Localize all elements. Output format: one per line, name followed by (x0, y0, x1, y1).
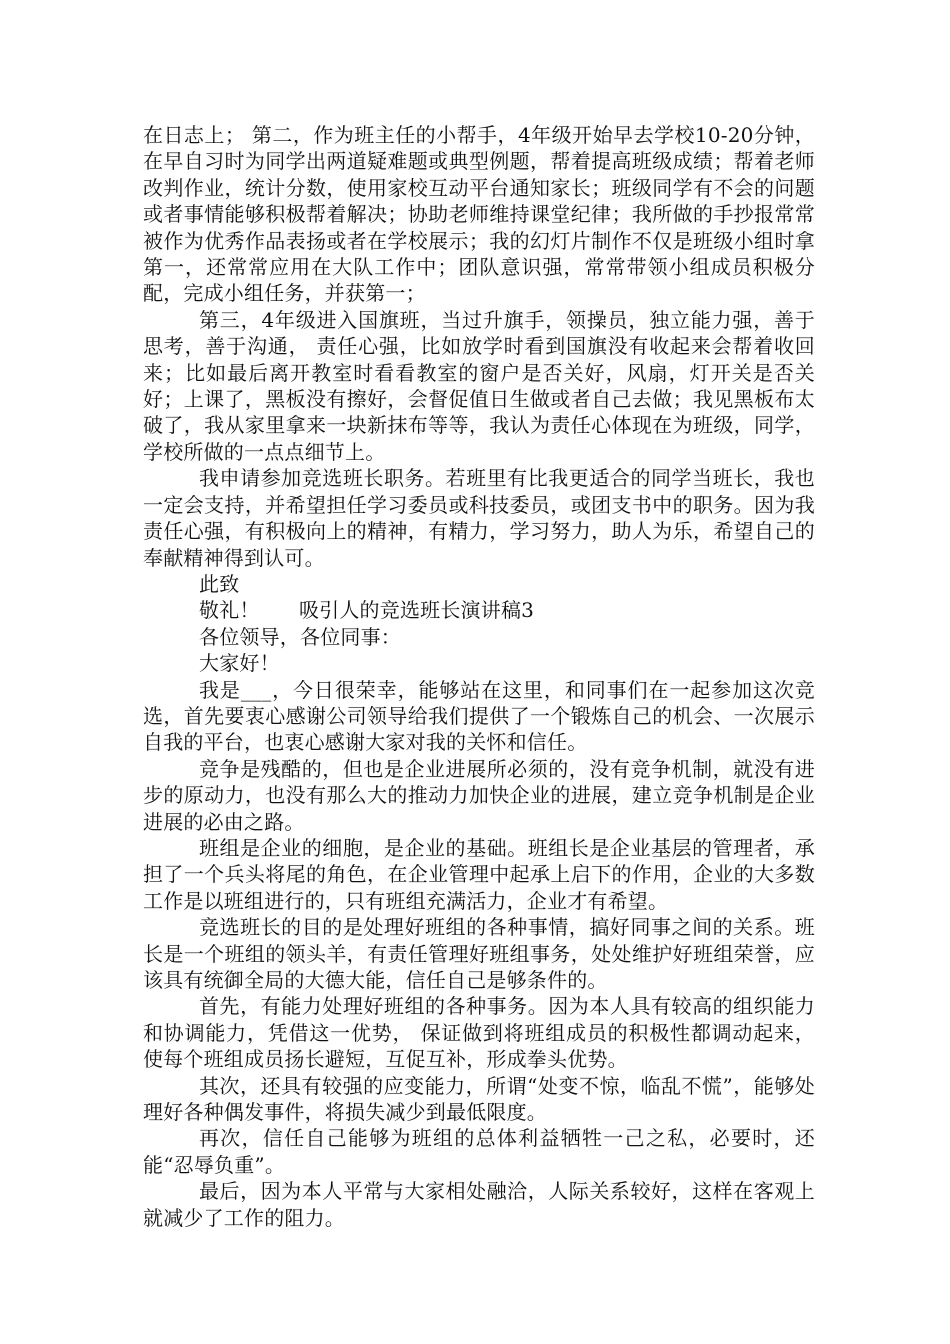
paragraph-3: 我申请参加竞选班长职务。若班里有比我更适合的同学当班长，我也一定会支持，并希望担任学习委员或科技委员，或团支书中的职务。因为我责任心强，有积极向上的精神，有精力，学习努力，助人为乐，希望自己的奉献精神得到认可。 (143, 466, 815, 570)
paragraph-first: 首先，有能力处理好班组的各种事务。因为本人具有较高的组织能力和协调能力，凭借这一优势， 保证做到将班组成员的积极性都调动起来，使每个班组成员扬长避短，互促互补，形成拳头优势。 (143, 994, 815, 1072)
greeting-all: 大家好！ (199, 651, 280, 676)
paragraph-team: 班组是企业的细胞，是企业的基础。班组长是企业基层的管理者，承担了一个兵头将尾的角色，在企业管理中起承上启下的作用，企业的大多数工作是以班组进行的，只有班组充满活力，企业才有希望。 (143, 835, 815, 913)
paragraph-purpose: 竞选班长的目的是处理好班组的各种事情，搞好同事之间的关系。班长是一个班组的领头羊，有责任管理好班组事务，处处维护好班组荣誉，应该具有统御全局的大德大能，信任自己是够条件的。 (143, 915, 815, 992)
greeting-leaders: 各位领导，各位同事： (199, 624, 401, 649)
paragraph-2: 第三，4年级进入国旗班，当过升旗手，领操员，独立能力强，善于思考，善于沟通， 责任心强，比如放学时看到国旗没有收起来会帮着收回来；比如最后离开教室时看看教室的窗户是否关好，风扇，灯开关是否关好；上课了，黑板没有擦好，会督促值日生做或者自己去做；我见黑板布太破了，我从家里拿来一块新抹布等等，我认为责任心体现在为班级，同学，学校所做的一点点细节上。 (143, 307, 815, 464)
closing-phrase: 此致 (199, 571, 240, 596)
salutation-and-heading: 敬礼！ 吸引人的竞选班长演讲稿3 (199, 598, 535, 623)
document-body (143, 122, 815, 1231)
paragraph-competition: 竞争是残酷的，但也是企业进展所必须的，没有竞争机制，就没有进步的原动力，也没有那么大的推动力加快企业的进展，建立竞争机制是企业进展的必由之路。 (143, 756, 815, 834)
paragraph-third: 再次，信任自己能够为班组的总体利益牺牲一己之私，必要时，还能“忍辱负重”。 (143, 1126, 815, 1177)
paragraph-second: 其次，还具有较强的应变能力，所谓“处变不惊，临乱不慌”，能够处理好各种偶发事件，将损失减少到最低限度。 (143, 1073, 815, 1125)
paragraph-1: 在日志上； 第二，作为班主任的小帮手，4年级开始早去学校10-20分钟，在早自习时为同学出两道疑难题或典型例题，帮着提高班级成绩；帮着老师改判作业，统计分数，使用家校互动平台通知家长；班级同学有不会的问题或者事情能够积极帮着解决；协助老师维持课堂纪律；我所做的手抄报常常被作为优秀作品表扬或者在学校展示；我的幻灯片制作不仅是班级小组时拿第一，还常常应用在大队工作中；团队意识强，常常带领小组成员积极分配，完成小组任务，并获第一； (143, 123, 815, 306)
paragraph-intro: 我是___，今日很荣幸，能够站在这里，和同事们在一起参加这次竞选，首先要衷心感谢公司领导给我们提供了一个锻炼自己的机会、一次展示自我的平台，也衷心感谢大家对我的关怀和信任。 (143, 677, 815, 755)
paragraph-last: 最后，因为本人平常与大家相处融洽，人际关系较好，这样在客观上就减少了工作的阻力。 (143, 1179, 815, 1230)
